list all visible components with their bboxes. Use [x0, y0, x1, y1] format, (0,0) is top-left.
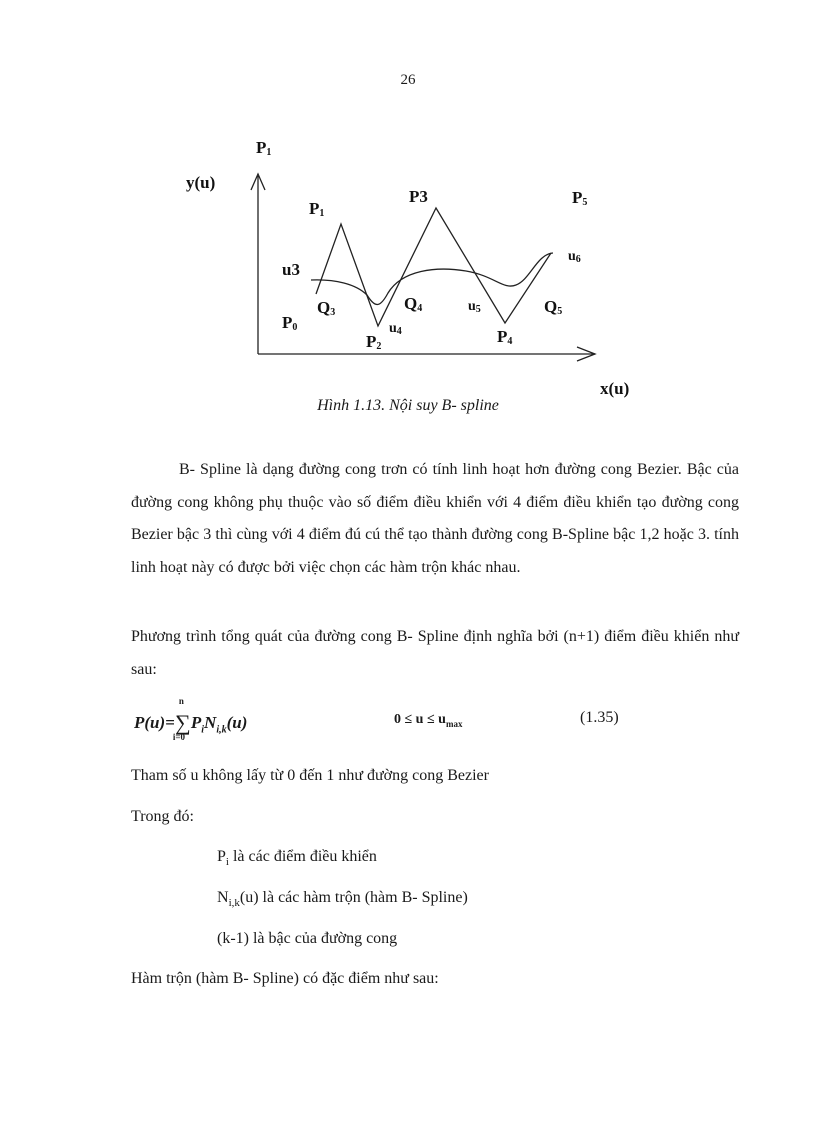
paragraph-bspline-intro: B- Spline là dạng đường cong trơn có tính linh hoạt hơn đường cong Bezier. Bậc của đường cong không phụ thuộc vào số điểm điều khiển với 4 điểm điều khiển tạo đường cong Bezier bậc 3 thì cùng với 4 điểm đú cú thể tạo thành đường cong B-Spline bậc 1,2 hoặc 3. tính linh hoạt này có được bởi việc chọn các hàm trộn khác nhau. — [131, 461, 739, 576]
label-top-p1: P1 — [256, 138, 272, 158]
note-parameter-u: Tham số u không lấy từ 0 đến 1 như đường cong Bezier — [131, 767, 489, 784]
definition-nik: $N_{i,k}(u)$ là các hàm trộn (hàm B- Spline) — [217, 889, 468, 910]
y-axis-label: y(u) — [186, 173, 216, 192]
label-p2: P2 — [366, 332, 382, 352]
label-p3: P3 — [409, 187, 428, 206]
control-polygon — [316, 208, 551, 326]
label-p0: P0 — [282, 313, 298, 333]
figure-caption: Hình 1.13. Nội suy B- spline — [317, 397, 499, 414]
x-axis-label: x(u) — [600, 379, 630, 398]
bspline-curve — [311, 253, 553, 305]
where-label: Trong đó: — [131, 808, 194, 825]
formula-lhs: P(u)= n ∑ i=0 $P_iN_{i,k}(u)$ — [134, 696, 248, 742]
label-u5: u5 — [468, 299, 481, 315]
label-p5: P5 — [572, 188, 588, 208]
label-u3: u3 — [282, 260, 300, 279]
label-u6: u6 — [568, 249, 581, 265]
blending-function-heading: Hàm trộn (hàm B- Spline) có đặc điểm như sau: — [131, 970, 439, 987]
label-q4: Q4 — [404, 294, 423, 314]
formula-1-35 — [134, 696, 734, 752]
page-number: 26 — [400, 72, 416, 88]
bspline-figure — [170, 128, 660, 398]
label-p4: P4 — [497, 327, 513, 347]
label-q3: Q3 — [317, 298, 336, 318]
definition-pi: $P_i$ là các điểm điều khiển — [217, 848, 377, 869]
formula-number: (1.35) — [580, 709, 619, 726]
paragraph-general-equation: Phương trình tổng quát của đường cong B- Spline định nghĩa bởi (n+1) điểm điều khiển như sau: — [131, 628, 739, 678]
label-p1: P1 — [309, 199, 325, 219]
definition-degree: (k-1) là bậc của đường cong — [217, 930, 398, 947]
formula-condition: $0 \le u \le u_{max}$ — [394, 712, 463, 729]
label-q5: Q5 — [544, 297, 563, 317]
label-u4: u4 — [389, 321, 402, 337]
